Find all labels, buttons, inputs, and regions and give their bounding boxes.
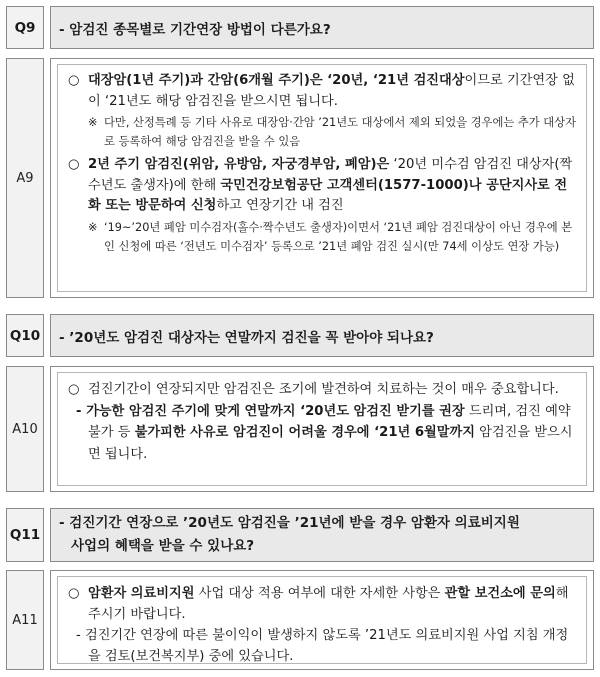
a11-bullet-1-bold-2: 관할 보건소에 문의: [444, 586, 556, 601]
a9-bullet-2-marker: ○: [68, 157, 80, 172]
a9-inner-box: [57, 64, 587, 292]
a10-inner-box: [57, 372, 587, 486]
q11-question: [50, 508, 594, 562]
q10-question: [50, 314, 594, 357]
q11-line-1: - 검진기간 연장으로 ’20년도 암검진을 ’21년에 받을 경우 암환자 의료비지원: [59, 515, 520, 531]
q11-label: Q11: [6, 508, 44, 562]
a11-bullet-1-bold-1: 암환자 의료비지원: [88, 586, 195, 601]
q10-label: Q10: [6, 314, 44, 357]
a11-bullet-1-text-1: 사업 대상 적용 여부에 대한 자세한 사항은: [194, 586, 445, 601]
q9-label: Q9: [6, 6, 44, 49]
a9-note-2-text: ‘19~’20년 폐암 미수검자(홀수·짝수년도 출생자)이면서 ‘21년 폐암 검진대상이 아닌 경우에 본인 신청에 따른 ‘전년도 미수검자’ 등록으로 ’21년 폐암 검진 실시(만 74세 이상도 연장 가능): [104, 220, 573, 253]
a11-bullet-1-marker: ○: [68, 586, 80, 601]
a9-note-2: [68, 218, 578, 256]
a10-dash-1-text-2: 암검진을 받으시면 됩니다.: [88, 425, 573, 462]
a10-dash-1-text-1: 드리며, 검진 예약 불가 등: [88, 403, 571, 440]
a10-label: A10: [6, 366, 44, 492]
a11-bullet-1-text-2: 해 주시기 바랍니다.: [88, 586, 569, 622]
a11-label: A11: [6, 570, 44, 670]
a9-bullet-2: [68, 155, 578, 217]
a11-dash-1: - 검진기간 연장에 따른 불이익이 발생하지 않도록 ’21년도 의료비지원 사업 지침 개정을 검토(보건복지부) 중에 있습니다.: [76, 628, 569, 664]
a11-inner-box: [57, 576, 587, 664]
a9-bullet-1-bold: 대장암(1년 주기)과 간암(6개월 주기)은 ‘20년, ‘21년 검진대상: [88, 73, 465, 88]
a10-dash-1-bold-2: 불가피한 사유로 암검진이 어려울 경우에 ‘21년 6월말까지: [134, 425, 475, 440]
a11-answer: [50, 570, 594, 670]
a10-bullet-1-marker: ○: [68, 382, 80, 397]
a9-bullet-2-bold-1: 2년 주기 암검진(위암, 유방암, 자궁경부암, 폐암)은: [88, 157, 390, 172]
a9-answer: [50, 58, 594, 298]
q10-text: - ’20년도 암검진 대상자는 연말까지 검진을 꼭 받아야 되나요?: [59, 329, 434, 346]
a10-answer: [50, 366, 594, 492]
a9-note-1-marker: ※: [88, 116, 98, 129]
q11-line-2: 사업의 혜택을 받을 수 있나요?: [71, 538, 255, 554]
q9-text: - 암검진 종목별로 기간연장 방법이 다른가요?: [59, 21, 331, 38]
a9-note-1-text: 다만, 산정특례 등 기타 사유로 대장암·간암 ’21년도 대상에서 제외 되었을 경우에는 추가 대상자로 등록하여 해당 암검진을 받을 수 있음: [104, 116, 577, 148]
a9-bullet-2-text-2: 하고 연장기간 내 검진: [216, 198, 344, 213]
a10-dash-1: [76, 401, 578, 466]
q9-question: [50, 6, 594, 49]
a9-bullet-1: [68, 71, 578, 112]
a10-dash-1-bold-1: - 가능한 암검진 주기에 맞게 연말까지 ‘20년도 암검진 받기를 권장: [76, 403, 465, 419]
a9-label: A9: [6, 58, 44, 298]
a9-bullet-1-rest: 이므로 기간연장 없이 ‘21년도 해당 암검진을 받으시면 됩니다.: [88, 73, 575, 109]
a9-note-2-marker: ※: [88, 220, 98, 234]
a10-bullet-1: [68, 379, 578, 401]
q11-text: [59, 512, 520, 558]
a11-bullet-1: [68, 583, 578, 625]
a9-note-1: [68, 113, 578, 151]
a9-bullet-1-marker: ○: [68, 73, 80, 88]
a10-bullet-1-text: 검진기간이 연장되지만 암검진은 조기에 발견하여 치료하는 것이 매우 중요합니다.: [88, 382, 559, 397]
a9-bullet-2-text-1: ‘20년 미수검 암검진 대상자(짝수년도 출생자)에 한해: [88, 157, 573, 193]
a9-bullet-2-bold-2: 국민건강보험공단 고객센터(1577-1000)나 공단지사로 전화 또는 방문하여 신청: [88, 177, 568, 213]
